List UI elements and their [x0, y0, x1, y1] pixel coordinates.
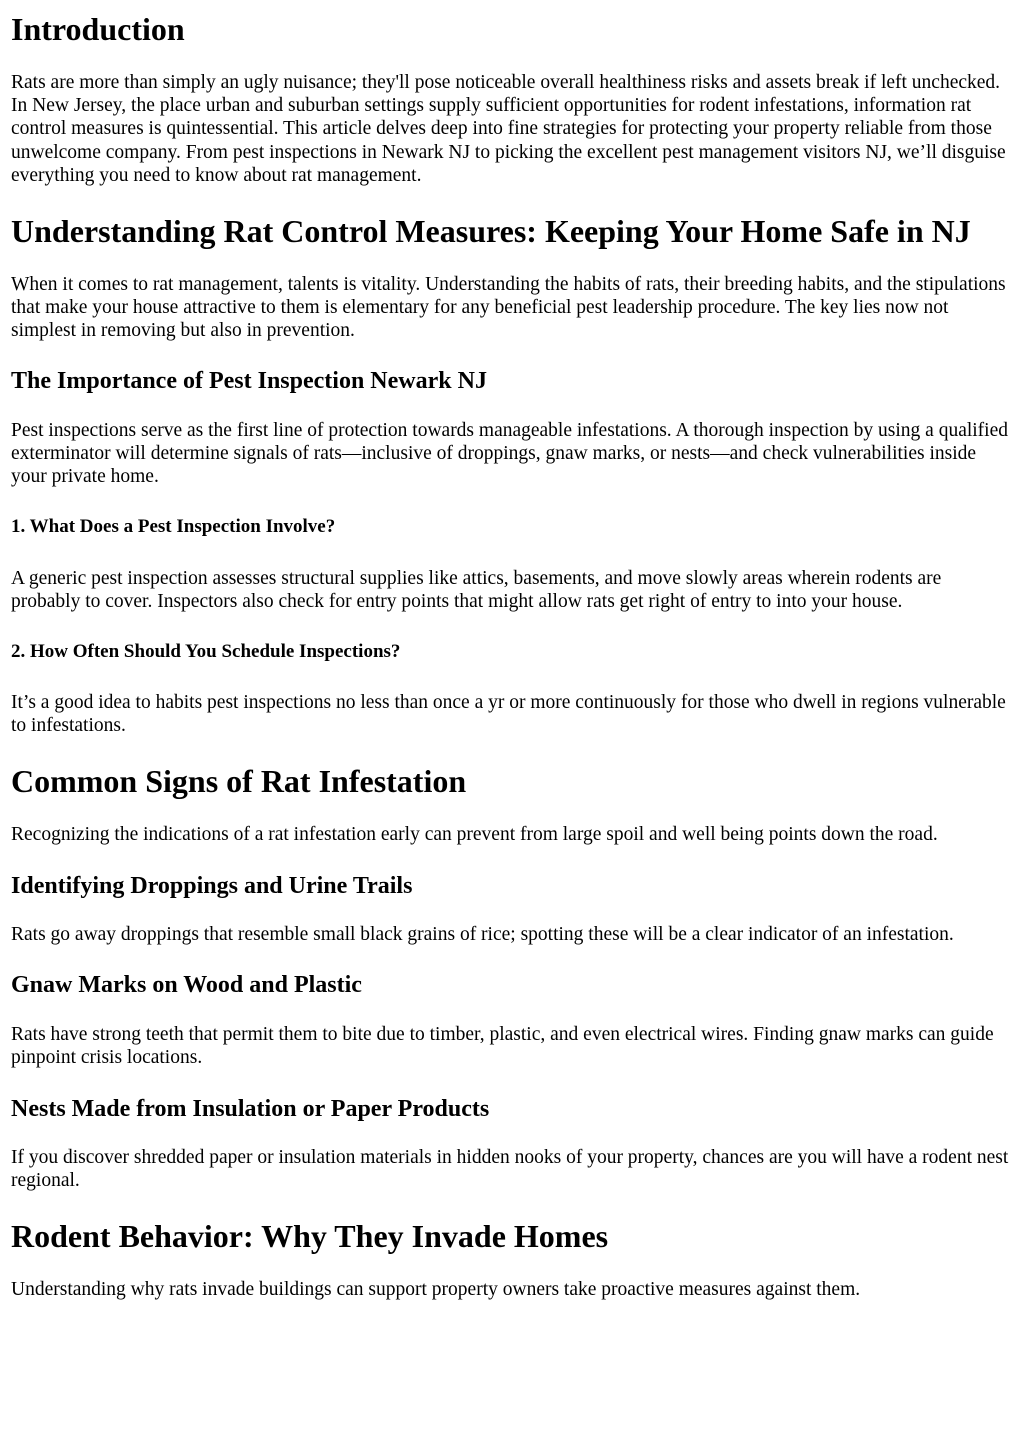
paragraph-nests: If you discover shredded paper or insulation materials in hidden nooks of your property, chances are you will have a rodent nest regional. — [11, 1147, 1009, 1192]
heading-rodent-behavior: Rodent Behavior: Why They Invade Homes — [11, 1218, 609, 1254]
paragraph-rodent-behavior: Understanding why rats invade buildings can support property owners take proactive measures against them. — [11, 1279, 861, 1300]
heading-nests: Nests Made from Insulation or Paper Products — [11, 1096, 490, 1122]
heading-how-often-inspections: 2. How Often Should You Schedule Inspections? — [11, 641, 401, 662]
paragraph-gnaw-marks: Rats have strong teeth that permit them to bite due to timber, plastic, and even electrical wires. Finding gnaw marks can guide pinpoint crisis locations. — [11, 1024, 994, 1069]
paragraph-what-does-inspection-involve: A generic pest inspection assesses structural supplies like attics, basements, and move slowly areas wherein rodents are probably to cover. Inspectors also check for entry points that might allow rats get right of entry to into your house. — [11, 568, 942, 613]
heading-droppings-urine: Identifying Droppings and Urine Trails — [11, 873, 413, 899]
paragraph-droppings-urine: Rats go away droppings that resemble small black grains of rice; spotting these will be a clear indicator of an infestation. — [11, 924, 954, 945]
heading-understanding-rat-control: Understanding Rat Control Measures: Keeping Your Home Safe in NJ — [11, 213, 971, 249]
heading-gnaw-marks: Gnaw Marks on Wood and Plastic — [11, 972, 362, 998]
paragraph-understanding-rat-control: When it comes to rat management, talents is vitality. Understanding the habits of rats, their breeding habits, and the stipulations that make your house attractive to them is elementary for any beneficial pest leadership procedure. The key lies now not simplest in removing but also in prevention. — [11, 274, 1006, 342]
heading-pest-inspection-importance: The Importance of Pest Inspection Newark NJ — [11, 368, 487, 394]
heading-what-does-inspection-involve: 1. What Does a Pest Inspection Involve? — [11, 516, 336, 537]
paragraph-pest-inspection-importance: Pest inspections serve as the first line of protection towards manageable infestations. A thorough inspection by using a qualified exterminator will determine signals of rats—inclusive of droppings, gnaw marks, or nests—and check vulnerabilities inside your private home. — [11, 420, 1008, 488]
heading-introduction: Introduction — [11, 11, 185, 47]
paragraph-how-often-inspections: It’s a good idea to habits pest inspections no less than once a yr or more continuously for those who dwell in regions vulnerable to infestations. — [11, 692, 1006, 737]
paragraph-introduction: Rats are more than simply an ugly nuisance; they'll pose noticeable overall healthiness risks and assets break if left unchecked. In New Jersey, the place urban and suburban settings supply sufficient opportunities for rodent infestations, information rat control measures is quintessential. This article delves deep into fine strategies for protecting your property reliable from those unwelcome company. From pest inspections in Newark NJ to picking the excellent pest management visitors NJ, we’ll disguise everything you need to know about rat management. — [11, 72, 1006, 186]
paragraph-common-signs: Recognizing the indications of a rat infestation early can prevent from large spoil and well being points down the road. — [11, 824, 938, 845]
heading-common-signs: Common Signs of Rat Infestation — [11, 763, 467, 799]
